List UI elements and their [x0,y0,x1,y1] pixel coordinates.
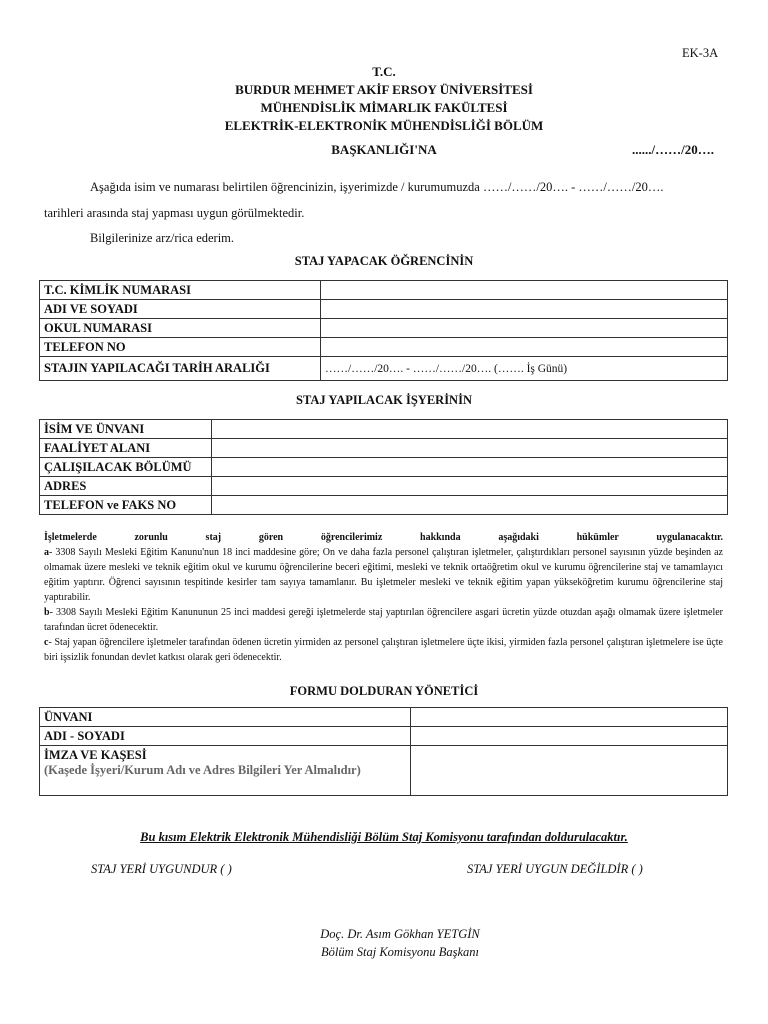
rule-a-text: - 3308 Sayılı Mesleki Eğitim Kanunu'nun 18 inci maddesine göre; On ve daha fazla personel çalıştıran işletmeler, çalıştırdıkları personel sayısının yüzde beşinden az olmamak üzere mesleki ve teknik eğitim okul ve kurumu öğrencilerine beceri eğitimi, mesleki ve teknik ortaöğretim okul ve kurumu öğrencilerine staj ve tamamlayıcı eğitim yaptırır. Öğrenci sayısının tespitinde kesirler tam sayıya tamamlanır. Bu işletmeler mesleki ve teknik eğitim yapan yükseköğretim kurumu öğrencilerine staj yaptırabilir. [44,547,723,603]
date-range-field[interactable]: ……/……/20…. - ……/……/20…. (……. İş Günü) [321,357,728,381]
rules-heading: İşletmelerde zorunlu staj gören öğrencilerimiz hakkında aşağıdaki hükümler uygulanacaktır. [44,532,723,543]
school-number-field[interactable] [321,319,728,338]
header-department: ELEKTRİK-ELEKTRONİK MÜHENDİSLİĞİ BÖLÜM [224,118,544,133]
row-label: ÜNVANI [40,708,411,727]
option-not-suitable[interactable]: STAJ YERİ UYGUN DEĞİLDİR ( ) [467,862,643,876]
phone-fax-field[interactable] [212,496,728,515]
intro-line-2: tarihleri arasında staj yapması uygun görülmektedir. [44,206,305,220]
row-label: T.C. KİMLİK NUMARASI [40,281,321,300]
row-label: İSİM VE ÜNVANI [40,420,212,439]
table-row [40,477,728,496]
rule-a-label: a [44,547,49,558]
row-label: ADI - SOYADI [40,727,411,746]
signer-title: Bölüm Staj Komisyonu Başkanı [321,945,479,959]
rule-c-label: c [44,637,49,648]
table-row [40,746,728,796]
row-label: STAJIN YAPILACAĞI TARİH ARALIĞI [40,357,321,381]
form-code: EK-3A [682,46,719,60]
stamp-label-cell [40,746,411,796]
stamp-label: İMZA VE KAŞESİ [44,748,147,762]
rule-c-text: - Staj yapan öğrencilere işletmeler tarafından ödenen ücretin yirmiden az personel çalıştıran işletmelere üçte ikisi, yirmiden fazla personel çalıştıran işletmelere ise üçte biri işsizlik fonundan devlet katkısı olarak geri ödenecektir. [44,637,723,663]
student-table [39,280,728,381]
workplace-name-field[interactable] [212,420,728,439]
stamp-note: (Kaşede İşyeri/Kurum Adı ve Adres Bilgileri Yer Almalıdır) [44,763,361,777]
row-label: OKUL NUMARASI [40,319,321,338]
row-label: ADI VE SOYADI [40,300,321,319]
header-university: BURDUR MEHMET AKİF ERSOY ÜNİVERSİTESİ [235,82,533,97]
student-phone-field[interactable] [321,338,728,357]
activity-field[interactable] [212,439,728,458]
table-row [40,319,728,338]
header-presidency: BAŞKANLIĞI'NA [331,142,437,157]
header-tc: T.C. [372,64,396,79]
table-row [40,496,728,515]
table-row [40,708,728,727]
rule-b [44,605,723,635]
table-row [40,338,728,357]
student-name-field[interactable] [321,300,728,319]
table-row [40,727,728,746]
row-label: ADRES [40,477,212,496]
intro-line-1: Aşağıda isim ve numarası belirtilen öğrencinizin, işyerimizde / kurumumuzda ……/……/20…. - ……/……/20…. [90,180,664,194]
rule-b-label: b [44,607,50,618]
table-row [40,458,728,477]
manager-name-field[interactable] [411,727,728,746]
manager-title-field[interactable] [411,708,728,727]
rules-block [44,530,723,665]
signer-name: Doç. Dr. Asım Gökhan YETGİN [320,927,480,941]
department-field[interactable] [212,458,728,477]
signature-stamp-field[interactable] [411,746,728,796]
row-label: TELEFON ve FAKS NO [40,496,212,515]
commission-note: Bu kısım Elektrik Elektronik Mühendisliği Bölüm Staj Komisyonu tarafından doldurulacaktır. [140,830,628,844]
header-date: ....../……/20…. [632,142,714,157]
manager-table [39,707,728,796]
rule-c [44,635,723,665]
table-row [40,439,728,458]
rule-b-text: - 3308 Sayılı Mesleki Eğitim Kanununun 25 inci maddesi gereği işletmelerde staj yaptırılan öğrencilere asgari ücretin yüzde otuzdan aşağı olmamak üzere işletmeler tarafından ücret ödenecektir. [44,607,723,633]
option-suitable[interactable]: STAJ YERİ UYGUNDUR ( ) [91,862,232,876]
row-label: ÇALIŞILACAK BÖLÜMÜ [40,458,212,477]
table-row [40,281,728,300]
manager-section-title: FORMU DOLDURAN YÖNETİCİ [289,684,479,698]
row-label: FAALİYET ALANI [40,439,212,458]
table-row [40,420,728,439]
tc-number-field[interactable] [321,281,728,300]
table-row [40,357,728,381]
table-row [40,300,728,319]
row-label: TELEFON NO [40,338,321,357]
student-section-title: STAJ YAPACAK ÖĞRENCİNİN [294,254,474,268]
rule-a [44,545,723,605]
workplace-table [39,419,728,515]
workplace-section-title: STAJ YAPILACAK İŞYERİNİN [296,393,472,407]
header-faculty: MÜHENDİSLİK MİMARLIK FAKÜLTESİ [260,100,508,115]
intro-line-3: Bilgilerinize arz/rica ederim. [90,231,235,245]
address-field[interactable] [212,477,728,496]
